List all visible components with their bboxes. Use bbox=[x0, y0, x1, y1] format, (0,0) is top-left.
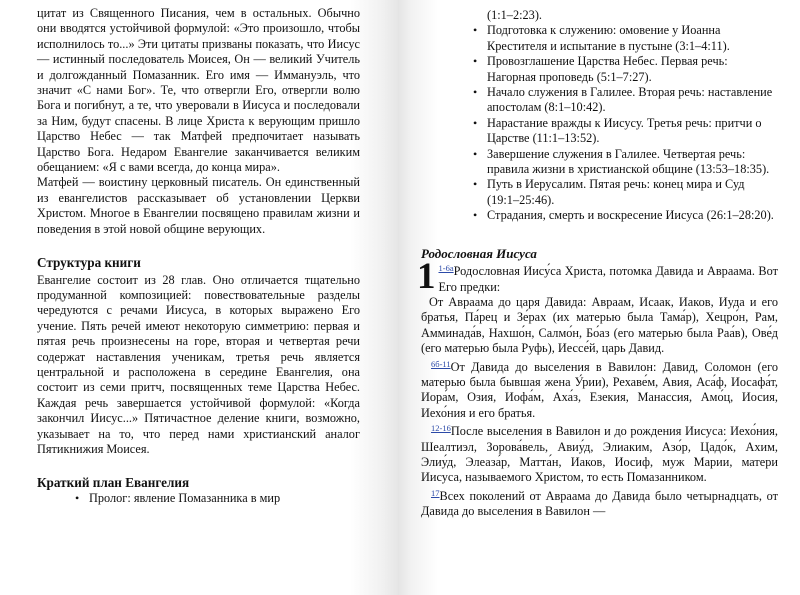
church-paragraph: Матфей — воистину церковный писатель. Он единственный из евангелистов рассказывает об установлении Церкви Христом. Многое в Евангелии посвящено правилам жизни и поведения в этой новой общине верующих. bbox=[37, 175, 360, 236]
plan-item-text: Начало служения в Галилее. Вторая речь: наставление апостолам (8:1–10:42). bbox=[487, 85, 773, 115]
plan-item-text: Нарастание вражды к Иисусу. Третья речь: притчи о Царстве (11:1–13:52). bbox=[487, 115, 762, 146]
plan-item-continuation bbox=[421, 8, 778, 23]
verse-1 bbox=[417, 256, 778, 298]
plan-item bbox=[471, 23, 778, 54]
plan-item bbox=[471, 85, 778, 116]
plan-item bbox=[73, 491, 360, 506]
bullet-icon: • bbox=[473, 85, 478, 100]
verse-1b: От Авраама до царя Давида: Авраам, Исаак, Иаков, Иуда и его братья, Па́рец и Зе́рах (их матерью была Тама́р), Хецро́н, Рам, Амминада́в, Нахшо́н, Салмо́н, Бо́аз (его матерью была Раа́в), Ове́д (его матерью была Руфь), Иессе́й, царь Давид. bbox=[421, 294, 778, 356]
verse-text: После выселения в Вавилон и до рождения Иисуса: Иехо́ния, Шеалтиэл, Зорова́вель, Авиу́д, Элиаким, Азо́р, Цадо́к, Ахим, Элиу́д, Элеаза́р, Матта́н, Иаков, Иосиф, муж Марии, матери Иисуса, называемого Христом, то есть Помазанником. bbox=[421, 424, 778, 485]
verse-3 bbox=[421, 421, 778, 486]
plan-item-text: (1:1–2:23). bbox=[487, 8, 542, 22]
bullet-icon: • bbox=[473, 208, 478, 223]
verse-ref-link[interactable]: 6б-11 bbox=[431, 358, 451, 369]
plan-item bbox=[471, 116, 778, 147]
genealogy-title: Родословная Иисуса bbox=[421, 245, 537, 261]
plan-item-text: Подготовка к служению: омовение у Иоанна Крестителя и испытание в пустыне (3:1–4:11). bbox=[487, 23, 730, 53]
verse-2 bbox=[421, 357, 778, 422]
plan-item bbox=[471, 177, 778, 208]
plan-item-text: Завершение служения в Галилее. Четвертая речь: правила жизни в христианской общине (13:53–18:35). bbox=[487, 146, 770, 177]
bullet-icon: • bbox=[473, 146, 478, 161]
left-page bbox=[0, 0, 398, 595]
bullet-icon: • bbox=[75, 490, 80, 505]
plan-item-text: Пролог: явление Помазанника в мир bbox=[89, 490, 281, 505]
verse-ref-link[interactable]: 17 bbox=[431, 487, 440, 498]
plan-heading: Краткий план Евангелия bbox=[37, 475, 190, 491]
plan-item-text: Провозглашение Царства Небес. Первая речь: Нагорная проповедь (5:1–7:27). bbox=[487, 54, 728, 84]
plan-list-start bbox=[73, 491, 360, 506]
intro-paragraph: цитат из Священного Писания, чем в остальных. Обычно они вводятся устойчивой формулой: «Это произошло, чтобы исполнилось то...» Эти цитаты призваны показать, что Иисус — истинный последователь Моисея, Он — великий Учитель и долгожданный Помазанник. Его имя — Иммануэль, что значит «С нами Бог». Те, что отвергли Его, отвергли волю Бога и погибнут, а те, что уверовали в Иисуса и последовали за Ним, будут спасены. В лице Христа к верующим пришло Царство Небес — так Матфей предпочитает называть Царство Бога. Недаром Евангелие заканчивается великим обещанием: «Я с вами всегда, до конца мира». bbox=[37, 6, 360, 175]
verse-text: Всех поколений от Авраама до Давида было четырнадцать, от Давида до выселения в Вавилон — bbox=[421, 488, 778, 519]
right-page bbox=[398, 0, 800, 595]
bullet-icon: • bbox=[473, 54, 478, 69]
plan-list-continued bbox=[471, 8, 778, 224]
verse-4 bbox=[421, 486, 778, 520]
plan-item bbox=[471, 147, 778, 178]
bullet-icon: • bbox=[473, 23, 478, 38]
verse-text: От Давида до выселения в Вавилон: Давид, Соломон (его матерью была бывшая жена У́рии), Рехаве́м, Авия, Аса́ф, Иосафа́т, Иора́м, Озия, Иофа́м, Аха́з, Езекия, Манассия, Амо́ц, Иосия, Иехо́ния и его братья. bbox=[421, 359, 778, 420]
structure-heading: Структура книги bbox=[37, 255, 141, 271]
structure-paragraph: Евангелие состоит из 28 глав. Оно отличается тщательно продуманной композицией: повествовательные разделы чередуются с речами Иисуса, в которых выражено Его учение. Пять речей имеют некоторую симметрию: первая и пятая речь произнесены на горе, вторая и четвертая речи содержат наставления ученикам, третья речь является центральной и расположена в середине Евангелия, она состоит из семи притч, посвященных теме Царства Небес. Каждая речь завершается устойчивой формулой: «Когда закончил Иисус...» Пятичастное деление книги, возможно, указывает на то, что перед нами христианский аналог Пятикнижия Моисея. bbox=[37, 272, 360, 456]
genealogy-section bbox=[417, 224, 778, 520]
verse-text: Родословная Иису́са Христа, потомка Давида и Авраама. Вот Его предки: bbox=[438, 264, 778, 294]
verse-ref-link[interactable]: 12-16 bbox=[431, 423, 451, 434]
plan-item bbox=[471, 54, 778, 85]
chapter-number: 1 bbox=[417, 256, 436, 298]
verse-ref-link[interactable]: 1-6а bbox=[438, 263, 454, 274]
bullet-icon: • bbox=[473, 115, 478, 130]
bullet-icon: • bbox=[473, 177, 478, 192]
plan-item-text: Страдания, смерть и воскресение Иисуса (26:1–28:20). bbox=[487, 208, 774, 223]
plan-item-text: Путь в Иерусалим. Пятая речь: конец мира и Суд (19:1–25:46). bbox=[487, 177, 745, 207]
plan-item bbox=[471, 208, 778, 223]
